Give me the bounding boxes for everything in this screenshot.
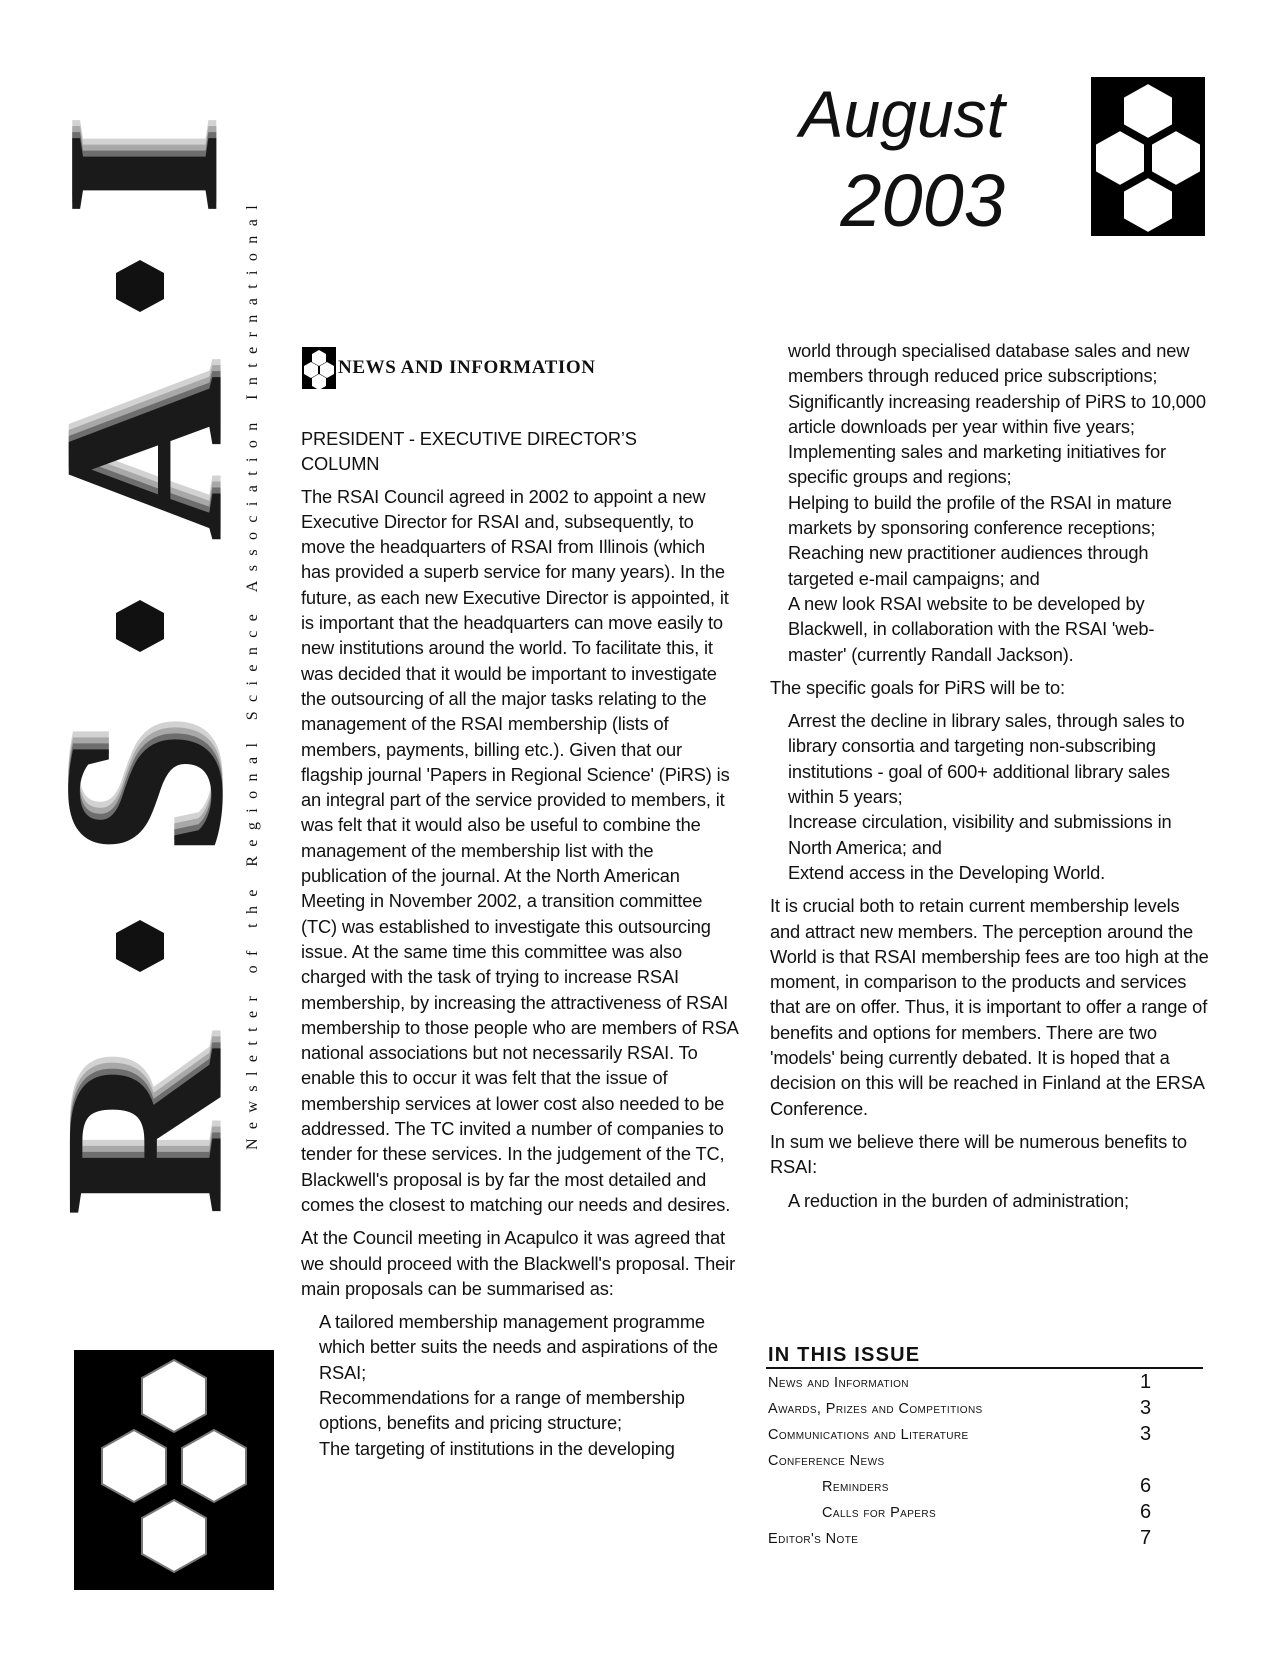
toc-item (766, 1499, 1206, 1525)
toc-item-label: Editor's Note (768, 1531, 859, 1547)
in-this-issue (766, 1344, 1206, 1551)
toc-item-label: Awards, Prizes and Competitions (768, 1401, 983, 1417)
toc-item (766, 1369, 1206, 1395)
masthead-subtitle: Newsletter of the Regional Science Association International (244, 195, 262, 1151)
toc-item-page: 3 (1140, 1423, 1152, 1445)
list-item: Recommendations for a range of membership options, benefits and pricing structure; (319, 1386, 685, 1434)
article-paragraph: In sum we believe there will be numerous benefits to RSAI: (770, 1130, 1187, 1178)
masthead-letter-a: A (15, 374, 271, 542)
hexagon-icon (112, 598, 168, 654)
article-paragraph: The specific goals for PiRS will be to: (770, 676, 1065, 698)
list-item: Implementing sales and marketing initiatives for specific groups and regions; (788, 441, 1166, 488)
toc-item (766, 1447, 1206, 1473)
hexagon-icon (112, 918, 168, 974)
hexagon-icon (112, 258, 168, 314)
toc-item-label: Reminders (822, 1479, 889, 1495)
date-logo (1091, 77, 1205, 236)
hexagon-cluster-icon (74, 1350, 274, 1590)
toc-item (766, 1395, 1206, 1421)
list-item: Significantly increasing readership of PiRS to 10,000 article downloads per year within five years; (788, 390, 1206, 437)
list-item: A reduction in the burden of administration; (788, 1189, 1129, 1211)
list-item: A new look RSAI website to be developed by Blackwell, in collaboration with the RSAI 'web-master' (currently Randall Jackson). (788, 592, 1155, 665)
toc-item-label: News and Information (768, 1375, 909, 1391)
article-paragraph: The RSAI Council agreed in 2002 to appoint a new Executive Director for RSAI and, subsequently, to move the headquarters of RSAI from Illinois (which has provided a superb service for many years). In the future, as each new Executive Director is appointed, it is important that the headquarters can move easily to new institutions around the world. To facilitate this, it was decided that it would be important to investigate the outsourcing of all the major tasks relating to the management of the RSAI membership (lists of members, payments, billing etc.). Given that our flagship journal 'Papers in Regional Science' (PiRS) is an integral part of the service provided to members, it was felt that it would also be useful to combine the management of the membership list with the publication of the journal. At the North American Meeting in November 2002, a transition committee (TC) was established to investigate this outsourcing issue. At the same time this committee was also charged with the task of trying to increase RSAI membership, by increasing the attractiveness of RSAI membership to those people who are members of RSA national associations but not necessarily RSAI. To enable this to occur it was felt that the issue of membership services at lower cost also needed to be addressed. The TC invited a number of companies to tender for these services. In the judgement of the TC, Blackwell's proposal is by far the most detailed and comes the closest to matching our needs and desires. (301, 485, 738, 1215)
hexagon-cluster-icon (1091, 77, 1205, 236)
toc-item-page: 3 (1140, 1397, 1152, 1419)
masthead-letter-s: S (15, 729, 271, 857)
article-column-1 (301, 426, 738, 1461)
toc-item (766, 1421, 1206, 1447)
toc-item (766, 1525, 1206, 1551)
toc-item-label: Communications and Literature (768, 1427, 969, 1443)
article-column-2 (770, 338, 1210, 1213)
list-item: A tailored membership management programme which better suits the needs and aspirations of the RSAI; (319, 1311, 718, 1383)
list-item: Reaching new practitioner audiences through targeted e-mail campaigns; and (788, 542, 1149, 589)
article-paragraph: At the Council meeting in Acapulco it was agreed that we should proceed with the Blackwell's proposal. Their main proposals can be summarised as: (301, 1227, 736, 1299)
masthead-letter-r: R (15, 1049, 271, 1217)
masthead (15, 88, 271, 1318)
toc-item-page: 7 (1140, 1527, 1152, 1549)
masthead-letter-i: I (20, 130, 265, 216)
toc-title: IN THIS ISSUE (768, 1344, 921, 1366)
article-paragraph: It is crucial both to retain current membership levels and attract new members. The perception around the World is that RSAI membership fees are too high at the moment, in comparison to the products and services that are on offer. Thus, it is important to offer a range of benefits and options for members. There are two 'models' being currently debated. It is hoped that a decision on this will be reached in Finland at the ERSA Conference. (770, 895, 1209, 1119)
section-header (302, 347, 596, 389)
issue-year: 2003 (840, 159, 1005, 242)
rsai-logo (74, 1350, 274, 1590)
article-heading: PRESIDENT - EXECUTIVE DIRECTOR’S (301, 428, 637, 449)
list-item: Helping to build the profile of the RSAI in mature markets by sponsoring conference receptions; (788, 491, 1172, 539)
toc-item (766, 1473, 1206, 1499)
list-item: Arrest the decline in library sales, through sales to library consortia and targeting non-subscribing institutions - goal of 600+ additional library sales within 5 years; (788, 710, 1185, 808)
toc-item-page: 6 (1140, 1501, 1152, 1523)
article-heading-cont: COLUMN (301, 453, 380, 475)
toc-item-label: Conference News (768, 1453, 885, 1469)
list-item: world through specialised database sales and new members through reduced price subscriptions; (788, 340, 1190, 387)
toc-item-page: 6 (1140, 1475, 1152, 1497)
hexagon-cluster-icon (302, 347, 336, 389)
section-title: NEWS AND INFORMATION (338, 357, 596, 378)
list-item: The targeting of institutions in the developing (319, 1437, 675, 1459)
issue-month: August (799, 77, 1005, 151)
toc-item-page: 1 (1140, 1371, 1152, 1393)
list-item: Increase circulation, visibility and submissions in North America; and (788, 811, 1172, 858)
list-item: Extend access in the Developing World. (788, 861, 1106, 883)
toc-item-label: Calls for Papers (822, 1505, 937, 1521)
